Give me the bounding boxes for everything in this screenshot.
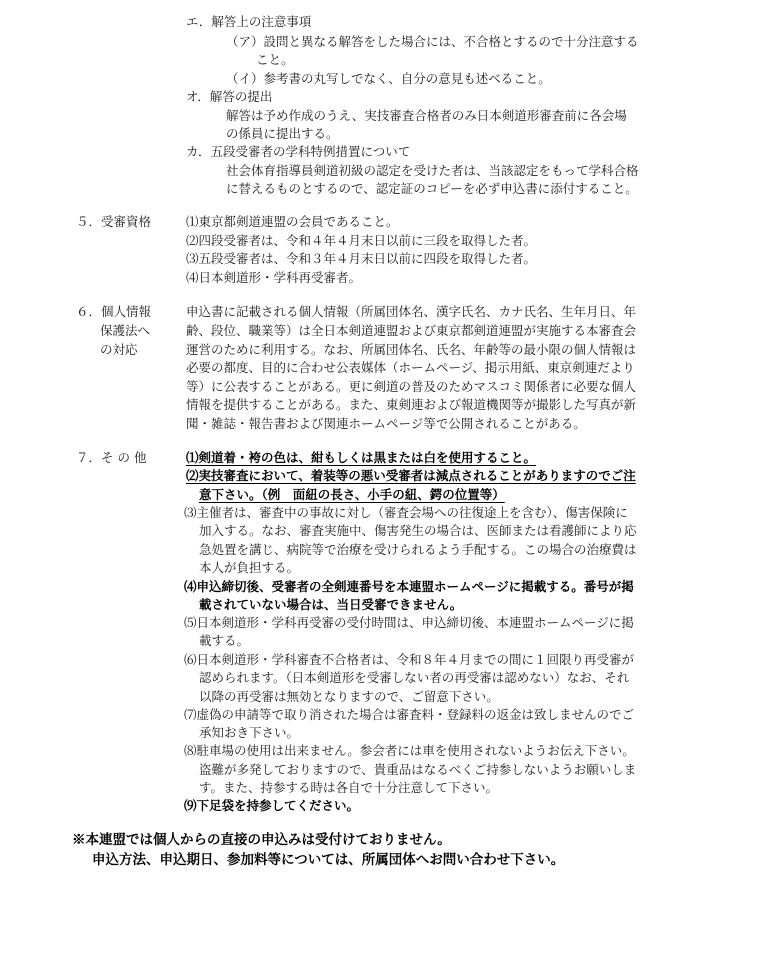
subitem-o-line1: 解答は予め作成のうえ、実技審査合格者のみ日本剣道形審査前に各会場 (226, 108, 627, 123)
subitem-ka-heading: カ．五段受審者の学科特例措置について (186, 144, 411, 159)
section7-item-6-line: 認められます。（日本剣道形を受審しない者の再受審は認めない）なお、それ (199, 670, 630, 685)
subitem-o-line2: の係員に提出する。 (226, 126, 339, 141)
section7-item-5-line2: 載する。 (199, 633, 250, 648)
section6-text-line: 申込書に記載される個人情報（所属団体名、漢字氏名、カナ氏名、生年月日、年 (186, 304, 637, 319)
section7-item-3-line: 急処置を講じ、病院等で治療を受けられるよう手配する。この場合の治療費は (199, 542, 637, 557)
notice-line1: ※本連盟では個人からの直接の申込みは受付けておりません。 (72, 832, 451, 848)
section6-text-line: 必要の都度、目的に合わせ公表媒体（ホームページ、掲示用紙、東京剣連だより (186, 360, 635, 375)
section5-item-2: ⑵四段受審者は、令和４年４月末日以前に三段を取得した者。 (186, 233, 537, 248)
subitem-o-heading: オ．解答の提出 (186, 89, 273, 104)
section6-text-line: 聞・雑誌・報告書および関連ホームページ等で公開されることがある。 (186, 416, 586, 431)
section7-item-2-line2: 意下さい。（例 面紐の長さ、小手の紐、鍔の位置等） (199, 487, 505, 502)
section7-item-8-line: 盗難が多発しておりますので、貴重品はなるべくご持参しないようお願いしま (199, 762, 637, 777)
section6-text-line: 情報を提供することがある。また、東剣連および報道機関等が撮影した写真が新 (186, 397, 637, 412)
section7-item-3-line: 本人が負担する。 (199, 560, 300, 575)
notice-line2: 申込方法、申込期日、参加料等については、所属団体へお問い合わせ下さい。 (92, 852, 565, 868)
section7-item-8-line: す。また、持参する時は各自で十分注意して下さい。 (199, 780, 499, 795)
section6-text-line: 運営のために利用する。なお、所属団体名、氏名、年齢等の最小限の個人情報は (186, 342, 637, 357)
section6-title-line3: の対応 (100, 342, 138, 357)
section6-text-line: 等）に公表することがある。更に剣道の普及のためマスコミ関係者に必要な個人 (186, 379, 637, 394)
section7-item-6-line: ⑹日本剣道形・学科審査不合格者は、令和８年４月までの間に１回限り再受審が (184, 652, 635, 667)
subitem-e-heading: エ．解答上の注意事項 (186, 14, 312, 29)
subitem-e-a-line2: こと。 (256, 52, 294, 67)
section7-item-7-line1: ⑺虚偽の申請等で取り消された場合は審査料・登録料の返金は致しませんのでご (184, 707, 635, 722)
section7-item-5-line1: ⑸日本剣道形・学科再受審の受付時間は、申込締切後、本連盟ホームページに掲 (184, 615, 634, 630)
section7-item-4-line1: ⑷申込締切後、受審者の全剣連番号を本連盟ホームページに掲載する。番号が掲 (184, 579, 634, 594)
section5-item-4: ⑷日本剣道形・学科再受審者。 (186, 270, 362, 285)
section7-item-9: ⑼下足袋を持参してください。 (184, 798, 360, 813)
section7-item-8-line: ⑻駐車場の使用は出来ません。参会者には車を使用されないようお伝え下さい。 (184, 743, 635, 758)
section5-title: ５．受審資格 (76, 214, 152, 229)
section7-item-6-line: 以降の再受審は無効となりますので、ご留意下さい。 (199, 689, 499, 704)
subitem-ka-line2: に替えるものとするので、認定証のコピーを必ず申込書に添付すること。 (226, 181, 638, 196)
section5-item-3: ⑶五段受審者は、令和３年４月末日以前に四段を取得した者。 (186, 251, 537, 266)
section6-text-line: 齢、段位、職業等）は全日本剣道連盟および東京都剣道連盟が実施する本審査会 (186, 323, 637, 338)
section7-title: ７．そ の 他 (76, 450, 147, 465)
section7-item-3-line: 加入する。なお、審査実施中、傷害発生の場合は、医師または看護師により応 (199, 523, 637, 538)
subitem-e-a-line1: （ア）設問と異なる解答をした場合には、不合格とするので十分注意する (226, 34, 639, 49)
subitem-ka-line1: 社会体育指導員剣道初級の認定を受けた者は、当該認定をもって学科合格 (226, 163, 639, 178)
section7-item-2-line1: ⑵実技審査において、着装等の悪い受審者は減点されることがありますのでご注 (186, 468, 636, 483)
section5-item-1: ⑴東京都剣道連盟の会員であること。 (186, 214, 399, 229)
subitem-e-i-line: （イ）参考書の丸写しでなく、自分の意見も述べること。 (226, 71, 551, 86)
section7-item-3-line: ⑶主催者は、審査中の事故に対し（審査会場への往復途上を含む）、傷害保険に (184, 505, 628, 520)
section7-item-1: ⑴剣道着・袴の色は、紺もしくは黒または白を使用すること。 (186, 450, 537, 465)
section7-item-4-line2: 載されていない場合は、当日受審できません。 (199, 597, 463, 612)
section7-item-7-line2: 承知おき下さい。 (199, 725, 300, 740)
section6-title-line1: ６．個人情報 (76, 304, 152, 319)
section6-title-line2: 保護法へ (100, 323, 151, 338)
